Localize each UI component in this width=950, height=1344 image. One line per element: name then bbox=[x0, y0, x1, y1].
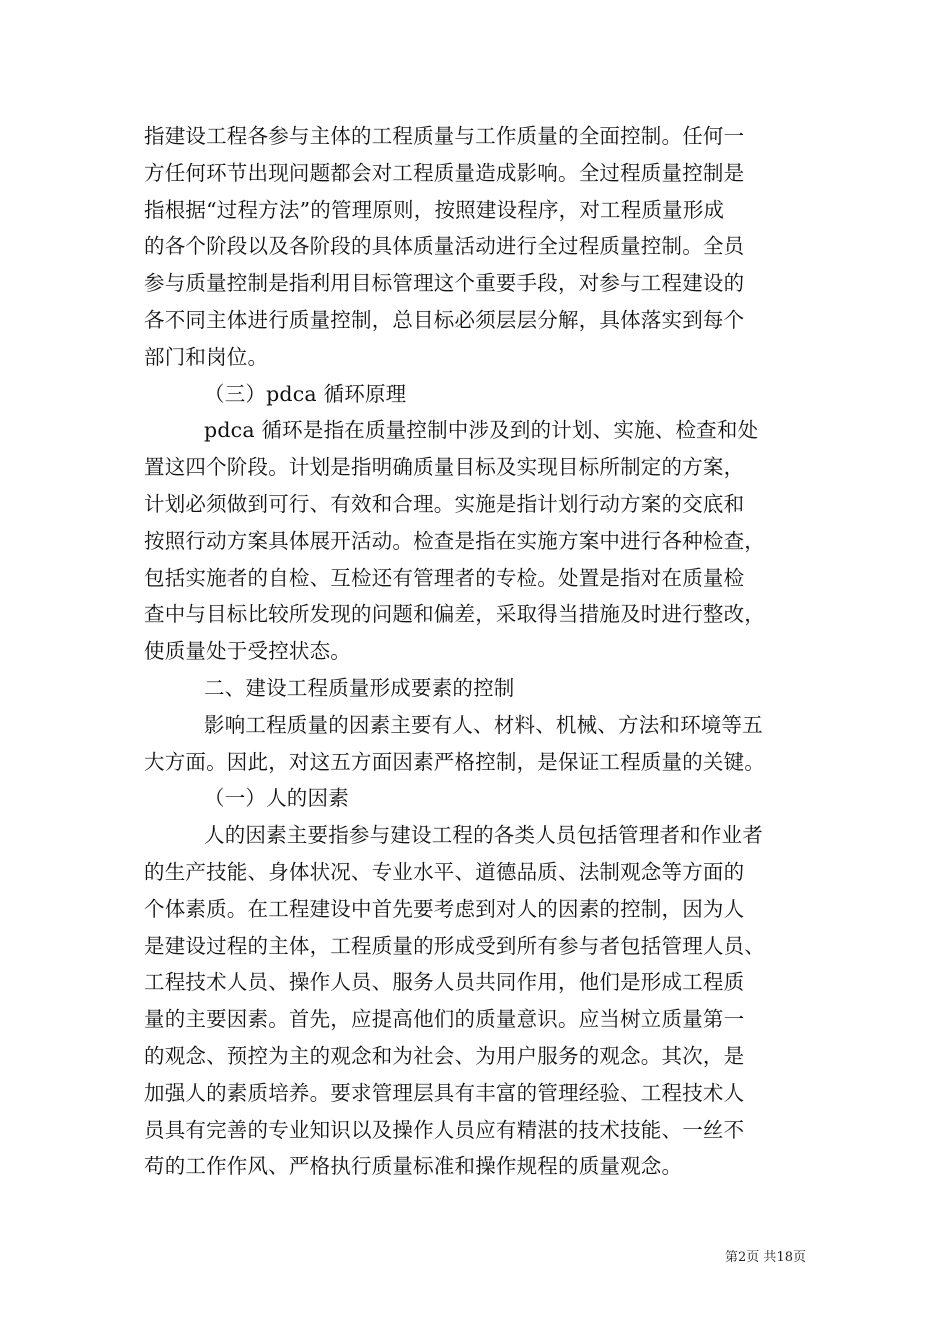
paragraph-line: 置这四个阶段。计划是指明确质量目标及实现目标所制定的方案， bbox=[144, 455, 745, 480]
paragraph-line: 的观念、预控为主的观念和为社会、为用户服务的观念。其次，是 bbox=[144, 1043, 745, 1068]
paragraph-line: 人的因素主要指参与建设工程的各类人员包括管理者和作业者 bbox=[204, 823, 763, 848]
paragraph-line: pdca 循环是指在质量控制中涉及到的计划、实施、检查和处 bbox=[204, 418, 759, 443]
paragraph-line: 的各个阶段以及各阶段的具体质量活动进行全过程质量控制。全员 bbox=[144, 234, 745, 259]
paragraph-line: 个体素质。在工程建设中首先要考虑到对人的因素的控制，因为人 bbox=[144, 896, 745, 921]
paragraph-line: 指建设工程各参与主体的工程质量与工作质量的全面控制。任何一 bbox=[144, 124, 745, 148]
paragraph-line: 方任何环节出现问题都会对工程质量造成影响。全过程质量控制是 bbox=[144, 160, 745, 185]
section-heading: 二、建设工程质量形成要素的控制 bbox=[204, 675, 515, 700]
paragraph-line: 参与质量控制是指利用目标管理这个重要手段，对参与工程建设的 bbox=[144, 271, 745, 296]
paragraph-line: 指根据“过程方法”的管理原则，按照建设程序，对工程质量形成 bbox=[144, 197, 725, 222]
paragraph-line: 的生产技能、身体状况、专业水平、道德品质、法制观念等方面的 bbox=[144, 859, 745, 884]
paragraph-line: 苟的工作作风、严格执行质量标准和操作规程的质量观念。 bbox=[144, 1154, 683, 1179]
paragraph-line: 影响工程质量的因素主要有人、材料、机械、方法和环境等五 bbox=[204, 712, 763, 737]
current-page-number: 2 bbox=[738, 1250, 747, 1265]
paragraph-line: 按照行动方案具体展开活动。检查是指在实施方案中进行各种检查， bbox=[144, 528, 765, 553]
paragraph-line: 计划必须做到可行、有效和合理。实施是指计划行动方案的交底和 bbox=[144, 491, 745, 516]
paragraph-line: 包括实施者的自检、互检还有管理者的专检。处置是指对在质量检 bbox=[144, 565, 745, 590]
paragraph-line: 各不同主体进行质量控制，总目标必须层层分解，具体落实到每个 bbox=[144, 307, 745, 332]
paragraph-line: 加强人的素质培养。要求管理层具有丰富的管理经验、工程技术人 bbox=[144, 1080, 745, 1105]
paragraph-line: 工程技术人员、操作人员、服务人员共同作用，他们是形成工程质 bbox=[144, 970, 745, 995]
total-page-count: 18 bbox=[776, 1250, 793, 1265]
paragraph-line: 员具有完善的专业知识以及操作人员应有精湛的技术技能、一丝不 bbox=[144, 1117, 745, 1142]
body-text bbox=[144, 118, 812, 1185]
paragraph-line: 查中与目标比较所发现的问题和偏差，采取得当措施及时进行整改， bbox=[144, 602, 765, 627]
section-heading: （三）pdca 循环原理 bbox=[204, 381, 407, 406]
paragraph-line: 使质量处于受控状态。 bbox=[144, 639, 351, 664]
paragraph-line: 部门和岗位。 bbox=[144, 344, 269, 369]
footer-prefix: 第 bbox=[725, 1250, 739, 1265]
footer-suffix: 页 bbox=[792, 1250, 806, 1265]
paragraph-line: 大方面。因此，对这五方面因素严格控制，是保证工程质量的关键。 bbox=[144, 749, 765, 774]
paragraph-line: 量的主要因素。首先，应提高他们的质量意识。应当树立质量第一 bbox=[144, 1007, 745, 1032]
footer-middle: 页 共 bbox=[746, 1250, 777, 1265]
paragraph-line: 是建设过程的主体，工程质量的形成受到所有参与者包括管理人员、 bbox=[144, 933, 765, 958]
page-number-footer bbox=[725, 1246, 806, 1265]
section-heading: （一）人的因素 bbox=[204, 786, 349, 811]
